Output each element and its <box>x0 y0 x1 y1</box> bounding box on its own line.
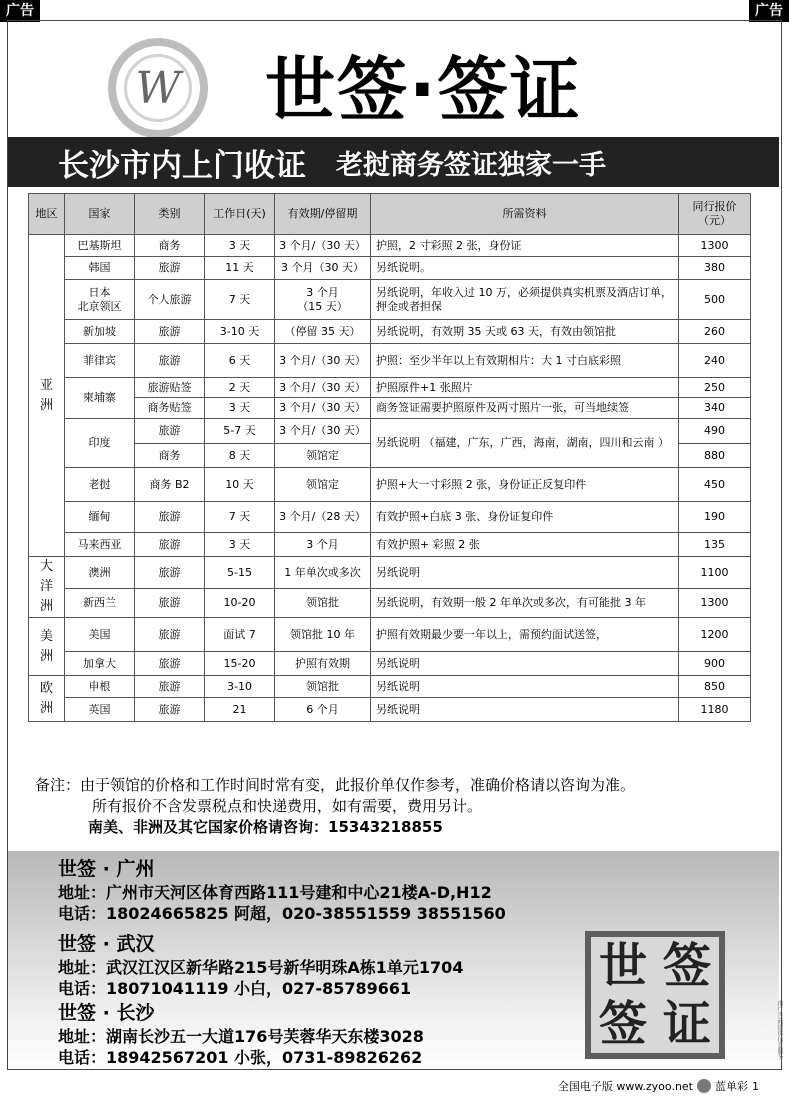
branch-name: 世签 · 武汉 <box>58 933 155 955</box>
type-cell: 旅游 <box>135 502 205 533</box>
branch-phone: 电话：18024665825 阿超，020-38551559 38551560 <box>58 904 506 923</box>
validity-cell: 领馆定 <box>275 468 371 502</box>
note-line-1: 备注：由于领馆的价格和工作时间时常有变，此报价单仅作参考，准确价格请以咨询为准。 <box>35 776 636 794</box>
validity-cell: 领馆批 <box>275 589 371 618</box>
requirements-cell: 护照原件+1 张照片 <box>371 378 679 398</box>
country-cell: 韩国 <box>65 257 135 280</box>
table-row <box>29 257 751 280</box>
validity-cell: 3 个月/（30 天） <box>275 378 371 398</box>
branch-phone: 电话：18942567201 小张，0731-89826262 <box>58 1048 423 1067</box>
country-cell: 巴基斯坦 <box>65 235 135 257</box>
type-cell: 旅游 <box>135 533 205 557</box>
days-cell: 10 天 <box>205 468 275 502</box>
price-cell: 240 <box>679 344 751 378</box>
requirements-cell: 护照，2 寸彩照 2 张，身份证 <box>371 235 679 257</box>
brand-stamp <box>585 931 725 1059</box>
table-row <box>29 557 751 589</box>
validity-cell: （停留 35 天） <box>275 320 371 344</box>
country-cell: 日本 北京领区 <box>65 280 135 320</box>
logo-letter: W <box>124 54 192 122</box>
banner-right-text: 老挝商务签证独家一手 <box>336 149 606 181</box>
table-row <box>29 419 751 444</box>
slogan-banner <box>8 137 779 187</box>
country-cell: 申根 <box>65 676 135 698</box>
branch-changsha <box>58 1000 424 1068</box>
col-price: 同行报价 （元） <box>679 194 751 235</box>
validity-cell: 6 个月 <box>275 698 371 722</box>
footer-logo-icon <box>697 1079 711 1093</box>
validity-cell: 领馆定 <box>275 444 371 468</box>
validity-cell: 领馆批 10 年 <box>275 618 371 652</box>
branch-address: 地址：广州市天河区体育西路111号建和中心21楼A-D,H12 <box>58 883 492 902</box>
stamp-char: 世 <box>598 938 647 994</box>
page-footer <box>558 1078 759 1094</box>
price-cell: 1300 <box>679 589 751 618</box>
days-cell: 面试 7 <box>205 618 275 652</box>
days-cell: 5-15 <box>205 557 275 589</box>
price-cell: 1100 <box>679 557 751 589</box>
price-cell: 190 <box>679 502 751 533</box>
note-line-3: 南美、非洲及其它国家价格请咨询：15343218855 <box>88 818 443 836</box>
requirements-cell: 另纸说明 <box>371 698 679 722</box>
price-cell: 250 <box>679 378 751 398</box>
requirements-cell: 另纸说明，年收入过 10 万，必须提供真实机票及酒店订单，押金或者担保 <box>371 280 679 320</box>
type-cell: 商务贴签 <box>135 398 205 419</box>
note-line-2: 所有报价不含发票税点和快递费用，如有需要，费用另计。 <box>92 797 483 815</box>
validity-cell: 3 个月/（28 天） <box>275 502 371 533</box>
type-cell: 旅游 <box>135 618 205 652</box>
country-cell: 英国 <box>65 698 135 722</box>
price-cell: 490 <box>679 419 751 444</box>
days-cell: 15-20 <box>205 652 275 676</box>
table-row <box>29 468 751 502</box>
type-cell: 旅游 <box>135 320 205 344</box>
days-cell: 8 天 <box>205 444 275 468</box>
type-cell: 商务 <box>135 444 205 468</box>
requirements-cell: 另纸说明。 <box>371 257 679 280</box>
requirements-cell: 有效护照+ 彩照 2 张 <box>371 533 679 557</box>
price-cell: 380 <box>679 257 751 280</box>
table-row <box>29 320 751 344</box>
price-cell: 260 <box>679 320 751 344</box>
side-note: 由广告商提供信息服务 <box>776 1000 783 1060</box>
validity-cell: 3 个月/（30 天） <box>275 344 371 378</box>
table-row <box>29 676 751 698</box>
validity-cell: 3 个月/（30 天） <box>275 398 371 419</box>
col-region: 地区 <box>29 194 65 235</box>
table-row <box>29 344 751 378</box>
stamp-char: 签 <box>662 938 711 994</box>
table-row <box>29 589 751 618</box>
validity-cell: 3 个月/（30 天） <box>275 419 371 444</box>
country-cell: 马来西亚 <box>65 533 135 557</box>
country-cell: 新加坡 <box>65 320 135 344</box>
validity-cell: 3 个月（30 天） <box>275 257 371 280</box>
footer-site: 全国电子版 www.zyoo.net <box>557 1080 693 1093</box>
type-cell: 旅游 <box>135 589 205 618</box>
country-cell: 印度 <box>65 419 135 468</box>
days-cell: 3 天 <box>205 235 275 257</box>
validity-cell: 3 个月 <box>275 533 371 557</box>
requirements-cell: 护照：至少半年以上有效期相片：大 1 寸白底彩照 <box>371 344 679 378</box>
type-cell: 商务 B2 <box>135 468 205 502</box>
region-cell: 大 洋 洲 <box>29 557 65 618</box>
table-row <box>29 280 751 320</box>
stamp-char: 签 <box>598 996 647 1052</box>
region-cell: 美 洲 <box>29 618 65 676</box>
col-validity: 有效期/停留期 <box>275 194 371 235</box>
brand-title: 世签·签证 <box>265 49 582 131</box>
footer-page-number: 1 <box>752 1079 759 1093</box>
type-cell: 旅游贴签 <box>135 378 205 398</box>
requirements-cell: 另纸说明 <box>371 557 679 589</box>
days-cell: 11 天 <box>205 257 275 280</box>
price-cell: 1200 <box>679 618 751 652</box>
table-header-row <box>29 194 751 235</box>
type-cell: 个人旅游 <box>135 280 205 320</box>
type-cell: 旅游 <box>135 419 205 444</box>
table-row <box>29 533 751 557</box>
col-country: 国家 <box>65 194 135 235</box>
type-cell: 旅游 <box>135 698 205 722</box>
requirements-cell: 另纸说明，有效期 35 天或 63 天，有效由领馆批 <box>371 320 679 344</box>
days-cell: 2 天 <box>205 378 275 398</box>
requirements-cell: 有效护照+白底 3 张、身份证复印件 <box>371 502 679 533</box>
ad-tag-left: 广告 <box>0 0 40 22</box>
price-cell: 500 <box>679 280 751 320</box>
requirements-cell: 另纸说明 <box>371 652 679 676</box>
table-row <box>29 698 751 722</box>
country-cell: 缅甸 <box>65 502 135 533</box>
banner-left-text: 长沙市内上门收证 <box>58 147 306 184</box>
days-cell: 3 天 <box>205 533 275 557</box>
type-cell: 旅游 <box>135 344 205 378</box>
type-cell: 旅游 <box>135 557 205 589</box>
footer-section: 蓝单彩 <box>715 1080 748 1093</box>
price-cell: 880 <box>679 444 751 468</box>
days-cell: 3-10 <box>205 676 275 698</box>
price-cell: 1180 <box>679 698 751 722</box>
table-row <box>29 502 751 533</box>
price-cell: 850 <box>679 676 751 698</box>
requirements-cell: 护照+大一寸彩照 2 张，身份证正反复印件 <box>371 468 679 502</box>
type-cell: 商务 <box>135 235 205 257</box>
type-cell: 旅游 <box>135 257 205 280</box>
region-cell: 亚 洲 <box>29 235 65 557</box>
table-row <box>29 618 751 652</box>
col-type: 类别 <box>135 194 205 235</box>
validity-cell: 护照有效期 <box>275 652 371 676</box>
requirements-cell: 另纸说明，有效期一般 2 年单次或多次，有可能批 3 年 <box>371 589 679 618</box>
days-cell: 5-7 天 <box>205 419 275 444</box>
validity-cell: 3 个月/（30 天） <box>275 235 371 257</box>
stamp-char: 证 <box>662 996 711 1052</box>
validity-cell: 3 个月 （15 天） <box>275 280 371 320</box>
requirements-cell: 另纸说明 （福建，广东，广西，海南，湖南，四川和云南 ） <box>371 419 679 468</box>
validity-cell: 1 年单次或多次 <box>275 557 371 589</box>
price-cell: 900 <box>679 652 751 676</box>
price-cell: 1300 <box>679 235 751 257</box>
country-cell: 加拿大 <box>65 652 135 676</box>
days-cell: 21 <box>205 698 275 722</box>
country-cell: 美国 <box>65 618 135 652</box>
branch-wuhan <box>58 931 463 999</box>
days-cell: 6 天 <box>205 344 275 378</box>
branch-name: 世签 · 长沙 <box>58 1002 155 1024</box>
col-days: 工作日(天) <box>205 194 275 235</box>
branch-name: 世签 · 广州 <box>58 858 155 880</box>
country-cell: 柬埔寨 <box>65 378 135 419</box>
requirements-cell: 另纸说明 <box>371 676 679 698</box>
notes <box>35 775 635 838</box>
country-cell: 菲律宾 <box>65 344 135 378</box>
price-table <box>28 193 751 722</box>
requirements-cell: 商务签证需要护照原件及两寸照片一张，可当地续签 <box>371 398 679 419</box>
days-cell: 7 天 <box>205 280 275 320</box>
requirements-cell: 护照有效期最少要一年以上，需预约面试送签， <box>371 618 679 652</box>
days-cell: 10-20 <box>205 589 275 618</box>
price-cell: 340 <box>679 398 751 419</box>
col-requirements: 所需资料 <box>371 194 679 235</box>
table-row <box>29 235 751 257</box>
region-cell: 欧 洲 <box>29 676 65 722</box>
table-row <box>29 652 751 676</box>
brand-logo <box>108 38 208 138</box>
branch-address: 地址：湖南长沙五一大道176号芙蓉华天东楼3028 <box>58 1027 424 1046</box>
type-cell: 旅游 <box>135 676 205 698</box>
days-cell: 7 天 <box>205 502 275 533</box>
branch-phone: 电话：18071041119 小白，027-85789661 <box>58 979 412 998</box>
days-cell: 3-10 天 <box>205 320 275 344</box>
table-row <box>29 398 751 419</box>
price-cell: 135 <box>679 533 751 557</box>
country-cell: 老挝 <box>65 468 135 502</box>
branch-guangzhou <box>58 856 506 924</box>
price-cell: 450 <box>679 468 751 502</box>
table-row <box>29 378 751 398</box>
validity-cell: 领馆批 <box>275 676 371 698</box>
country-cell: 新西兰 <box>65 589 135 618</box>
type-cell: 旅游 <box>135 652 205 676</box>
ad-tag-right: 广告 <box>749 0 789 22</box>
country-cell: 澳洲 <box>65 557 135 589</box>
days-cell: 3 天 <box>205 398 275 419</box>
branch-address: 地址：武汉江汉区新华路215号新华明珠A栋1单元1704 <box>58 958 464 977</box>
